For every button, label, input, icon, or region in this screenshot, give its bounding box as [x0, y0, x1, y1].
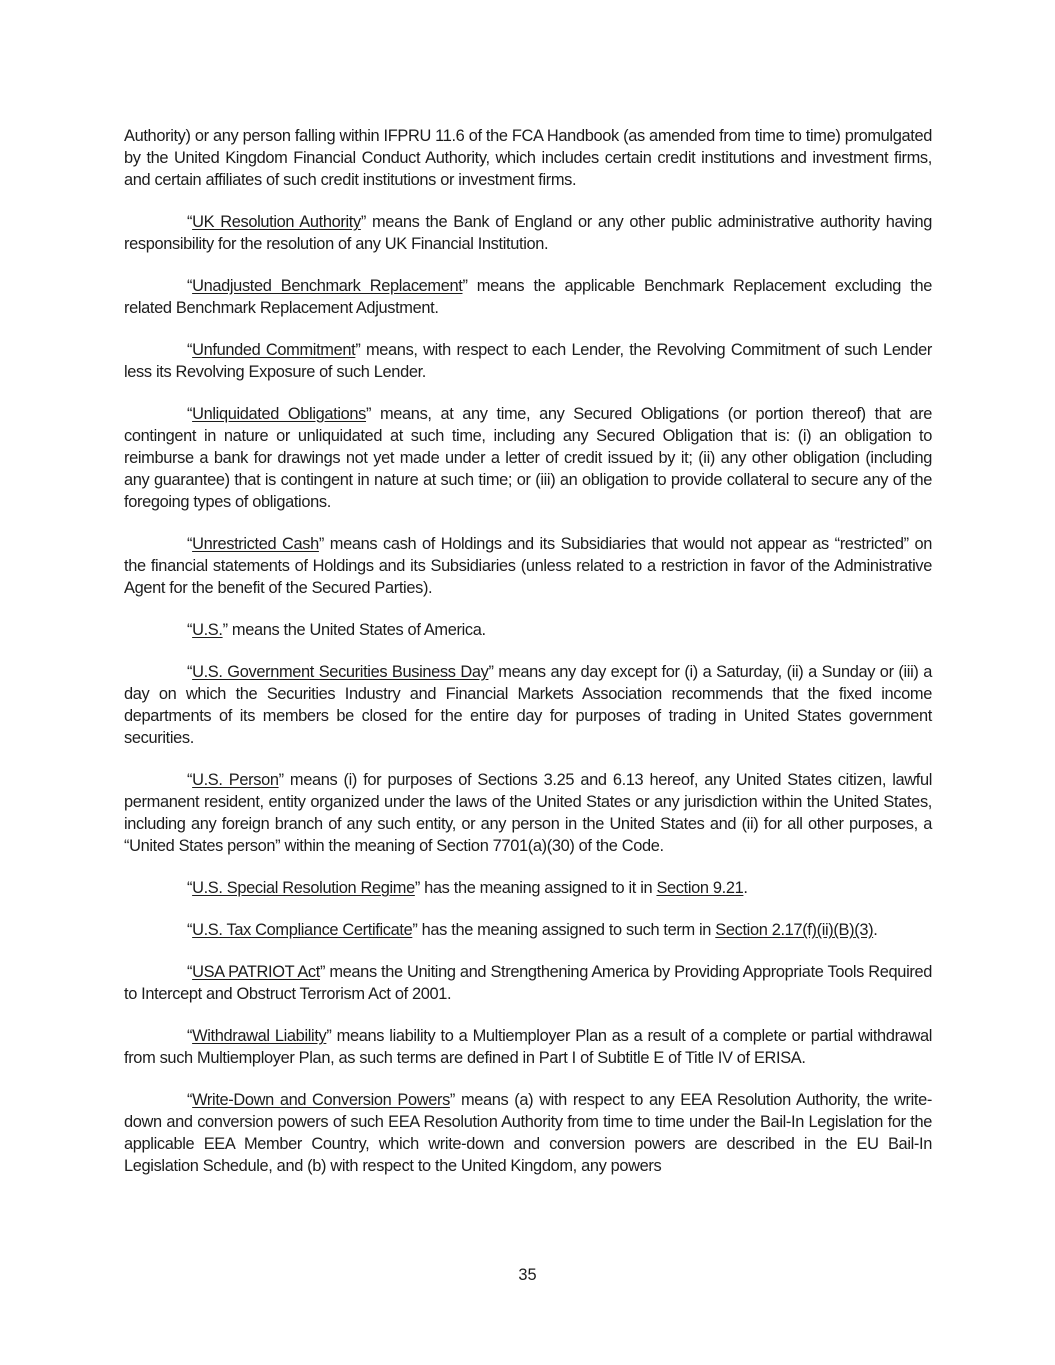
defined-term: Unfunded Commitment: [192, 341, 356, 359]
defined-term: U.S. Government Securities Business Day: [192, 663, 489, 681]
definition-body: ” has the meaning assigned to such term in: [412, 921, 716, 939]
definition-withdrawal-liability: [124, 1025, 932, 1069]
definition-body: ” means cash of Holdings and its Subsidiaries that would not appear as “restricted” on the financial statements of Holdings and its Subsidiaries (unless related to a restriction in favor of the Administrative Agent for the benefit of the Secured Parties).: [124, 535, 933, 597]
section-reference: Section 2.17(f)(ii)(B)(3): [715, 921, 874, 939]
definition-unfunded-commitment: [124, 339, 932, 383]
definition-body: ” means, with respect to each Lender, the Revolving Commitment of such Lender less its Revolving Exposure of such Lender.: [124, 341, 932, 381]
definition-unrestricted-cash: [124, 533, 932, 599]
defined-term: Unadjusted Benchmark Replacement: [192, 277, 463, 295]
definition-body: ” means the United States of America.: [222, 621, 486, 639]
open-quote: “: [187, 663, 193, 681]
definition-body: ” means liability to a Multiemployer Plan as a result of a complete or partial withdrawal from such Multiemployer Plan, as such terms are defined in Part I of Subtitle E of Title IV of ERISA.: [124, 1027, 933, 1067]
defined-term: U.S. Special Resolution Regime: [192, 879, 415, 897]
defined-term: Unliquidated Obligations: [192, 405, 367, 423]
defined-term: Unrestricted Cash: [192, 535, 319, 553]
defined-term: USA PATRIOT Act: [192, 963, 320, 981]
definition-tail: .: [873, 921, 878, 939]
section-reference: Section 9.21: [656, 879, 744, 897]
defined-term: UK Resolution Authority: [192, 213, 361, 231]
definition-body: ” means any day except for (i) a Saturday, (ii) a Sunday or (iii) a day on which the Securities Industry and Financial Markets Association recommends that the fixed income departments of its members be closed for the entire day for purposes of trading in United States government securities.: [124, 663, 932, 747]
definition-body: ” means (a) with respect to any EEA Resolution Authority, the write-down and conversion powers of such EEA Resolution Authority from time to time under the Bail-In Legislation for the applicable EEA Member Country, which write-down and conversion powers are described in the EU Bail-In Legislation Schedule, and (b) with respect to the United Kingdom, any powers: [124, 1091, 932, 1175]
definition-unliquidated-obligations: [124, 403, 932, 513]
definition-body: ” means the Uniting and Strengthening America by Providing Appropriate Tools Required to Intercept and Obstruct Terrorism Act of 2001.: [124, 963, 932, 1003]
document-page: [124, 125, 932, 1197]
open-quote: “: [187, 1027, 193, 1045]
intro-paragraph: Authority) or any person falling within IFPRU 11.6 of the FCA Handbook (as amended from time to time) promulgated by the United Kingdom Financial Conduct Authority, which includes certain credit institutions and investment firms, and certain affiliates of such credit institutions or investment firms.: [124, 127, 932, 189]
open-quote: “: [187, 405, 193, 423]
open-quote: “: [187, 963, 193, 981]
open-quote: “: [187, 879, 193, 897]
defined-term: U.S.: [192, 621, 223, 639]
defined-term: Withdrawal Liability: [192, 1027, 327, 1045]
open-quote: “: [187, 921, 193, 939]
open-quote: “: [187, 621, 193, 639]
open-quote: “: [187, 277, 193, 295]
definition-body: ” has the meaning assigned to it in: [414, 879, 657, 897]
definition-us-special-resolution-regime: [124, 877, 932, 899]
defined-term: U.S. Person: [192, 771, 279, 789]
definition-usa-patriot-act: [124, 961, 932, 1005]
open-quote: “: [187, 1091, 193, 1109]
definition-unadjusted-benchmark-replacement: [124, 275, 932, 319]
open-quote: “: [187, 213, 193, 231]
definition-body: ” means the applicable Benchmark Replacement excluding the related Benchmark Replacement Adjustment.: [124, 277, 932, 317]
open-quote: “: [187, 535, 193, 553]
definition-body: ” means the Bank of England or any other public administrative authority having responsibility for the resolution of any UK Financial Institution.: [124, 213, 932, 253]
definition-uk-resolution-authority: [124, 211, 932, 255]
defined-term: U.S. Tax Compliance Certificate: [192, 921, 413, 939]
open-quote: “: [187, 771, 193, 789]
definition-body: ” means, at any time, any Secured Obligations (or portion thereof) that are contingent in nature or unliquidated at such time, including any Secured Obligation that is: (i) an obligation to reimburse a bank for drawings not yet made under a letter of credit issued by it; (ii) any other obligation (including any guarantee) that is contingent in nature at such time; or (iii) an obligation to provide collateral to secure any of the foregoing types of obligations.: [124, 405, 932, 511]
definition-us: [124, 619, 932, 641]
definition-us-tax-compliance-certificate: [124, 919, 932, 941]
defined-term: Write-Down and Conversion Powers: [192, 1091, 450, 1109]
definition-write-down-and-conversion-powers: [124, 1089, 932, 1177]
definition-tail: .: [743, 879, 748, 897]
definition-body: ” means (i) for purposes of Sections 3.25 and 6.13 hereof, any United States citizen, lawful permanent resident, entity organized under the laws of the United States or any jurisdiction within the United States, including any foreign branch of any such entity, or any person in the United States and (ii) for all other purposes, a “United States person” within the meaning of Section 7701(a)(30) of the Code.: [124, 771, 933, 855]
definition-us-person: [124, 769, 932, 857]
definition-us-government-securities-business-day: [124, 661, 932, 749]
open-quote: “: [187, 341, 193, 359]
page-number: 35: [518, 1266, 537, 1284]
